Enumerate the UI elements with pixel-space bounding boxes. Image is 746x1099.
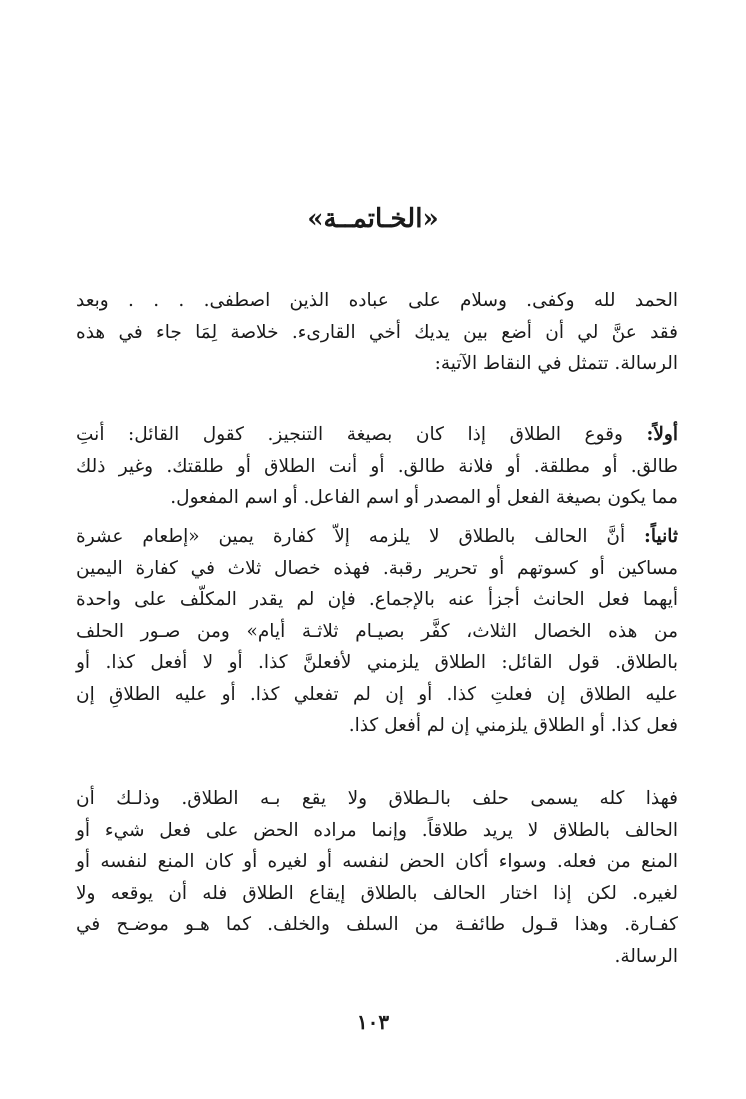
paragraph-line: الحالف بالطلاق لا يريد طلاقاً. وإنما مراده الحض على فعل شيء أو — [76, 819, 678, 841]
paragraph-line: الرسالة. — [614, 945, 678, 967]
paragraph-line: مما يكون بصيغة الفعل أو المصدر أو اسم الفاعل. أو اسم المفعول. — [170, 487, 678, 508]
point-lead: أولاً: — [646, 424, 678, 445]
paragraph-intro — [76, 285, 678, 380]
paragraph-line — [76, 521, 678, 553]
paragraph-second-point — [76, 521, 678, 742]
paragraph-line: من هذه الخصال الثلاث، كفَّر بصيـام ثلاثـة أيام» ومن صـور الحلف — [76, 620, 678, 642]
paragraph-line: الرسالة. تتمثل في النقاط الآتية: — [434, 353, 678, 374]
line-text: أنَّ الحالف بالطلاق لا يلزمه إلاّ كفارة يمين «إطعام عشرة — [76, 526, 645, 547]
paragraph-first-point — [76, 419, 678, 514]
chapter-title: «الخـاتمــة» — [307, 204, 439, 234]
paragraph-line: عليه الطلاق إن فعلتِ كذا. أو إن لم تفعلي كذا. أو عليه الطلاقِ إن — [76, 683, 678, 705]
paragraph-line: طالق. أو مطلقة. أو فلانة طالق. أو أنت الطلاق أو طلقتك. وغير ذلك — [76, 455, 678, 477]
paragraph-line: فعل كذا. أو الطلاق يلزمني إن لم أفعل كذا. — [348, 715, 678, 736]
line-text: وقوع الطلاق إذا كان بصيغة التنجيز. كقول القائل: أنتِ — [76, 424, 647, 445]
paragraph-line: مساكين أو كسوتهم أو تحرير رقبة. فهذه خصال ثلاث في كفارة اليمين — [76, 557, 678, 579]
paragraph-line — [76, 419, 678, 451]
paragraph-line: بالطلاق. قول القائل: الطلاق يلزمني لأفعلنَّ كذا. أو لا أفعل كذا. أو — [76, 652, 678, 673]
paragraph-line: الحمد لله وكفى. وسلام على عباده الذين اصطفى. . . . وبعد — [76, 290, 678, 311]
paragraph-line: فهذا كله يسمى حلف بالـطلاق ولا يقع بـه الطلاق. وذلـك أن — [76, 788, 678, 809]
paragraph-line: لغيره. لكن إذا اختار الحالف بالطلاق إيقاع الطلاق فله أن يوقعه ولا — [76, 882, 678, 904]
paragraph-conclusion — [76, 783, 678, 972]
page-number: ١٠٣ — [356, 1010, 390, 1034]
paragraph-line: أيهما فعل الحانث أجزأ عنه بالإجماع. فإن لم يقدر المكلّف على واحدة — [76, 589, 678, 610]
point-lead: ثانياً: — [644, 526, 678, 547]
paragraph-line: فقد عنَّ لي أن أضع بين يديك أخي القارىء. خلاصة لِمَا جاء في هذه — [76, 321, 678, 343]
paragraph-line: كفـارة. وهذا قـول طائفـة من السلف والخلف. كما هـو موضـح في — [76, 914, 678, 935]
paragraph-line: المنع من فعله. وسواء أكان الحض لنفسه أو لغيره أو كان المنع لنفسه أو — [76, 851, 678, 872]
